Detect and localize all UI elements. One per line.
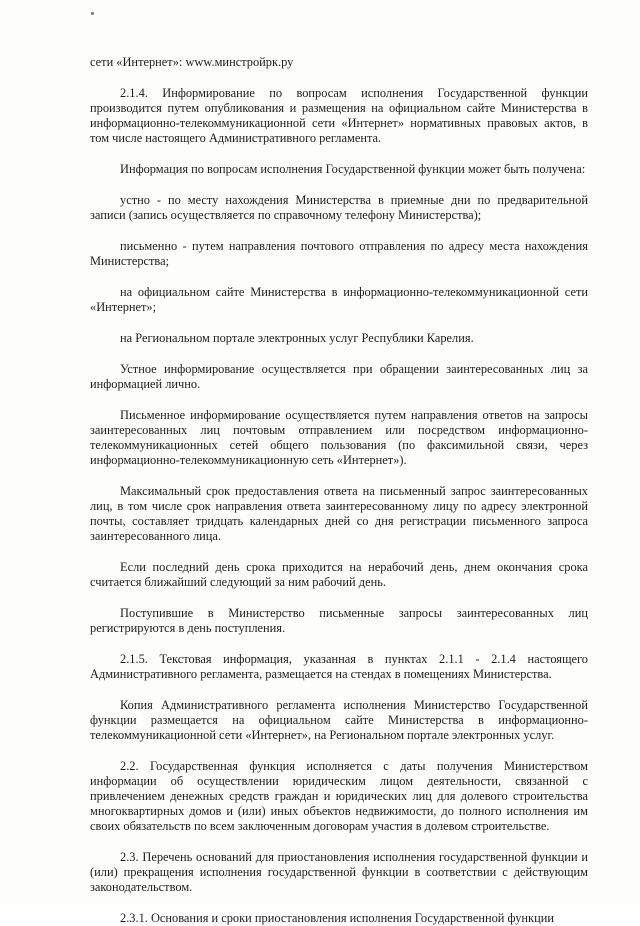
paragraph-2-3: 2.3. Перечень оснований для приостановления исполнения государственной функции и (или) прекращения исполнения государственной функции в соответствии с действующим законодательством. [90,850,588,894]
document-body [90,55,588,926]
paragraph-official-site: на официальном сайте Министерства в информационно-телекоммуникационной сети «Интернет»; [90,285,588,314]
paragraph-2-2: 2.2. Государственная функция исполняется с даты получения Министерством информации об осуществлении юридическим лицом деятельности, связанной с привлечением денежных средств граждан и юридических лиц для долевого строительства многоквартирных домов и (или) иных объектов недвижимости, до полного исполнения им своих обязательств по всем заключенным договорам участия в долевом строительстве. [90,759,588,833]
scan-dot [91,12,94,15]
paragraph-written-informing: Письменное информирование осуществляется путем направления ответов на запросы заинтересованных лиц почтовым отправлением или посредством информационно-телекоммуникационных сетей общего пользования (по факсимильной связи, через информационно-телекоммуникационную сеть «Интернет»). [90,408,588,467]
paragraph-max-term: Максимальный срок предоставления ответа на письменный запрос заинтересованных лиц, в том числе срок направления ответа заинтересованному лицу по адресу электронной почты, составляет тридцать календарных дней со дня регистрации письменного запроса заинтересованного лица. [90,484,588,543]
paragraph-2-1-4: 2.1.4. Информирование по вопросам исполнения Государственной функции производится путем опубликования и размещения на официальном сайте Министерства в информационно-телекоммуникационной сети «Интернет» нормативных правовых актов, в том числе настоящего Административного регламента. [90,86,588,145]
paragraph-oral: устно - по месту нахождения Министерства в приемные дни по предварительной записи (запись осуществляется по справочному телефону Министерства); [90,193,588,222]
paragraph-info-ways-intro: Информация по вопросам исполнения Государственной функции может быть получена: [120,162,586,176]
paragraph-non-working-day: Если последний день срока приходится на нерабочий день, днем окончания срока считается ближайший следующий за ним рабочий день. [90,560,588,589]
paragraph-written: письменно - путем направления почтового отправления по адресу места нахождения Министерства; [90,239,588,268]
paragraph-registration: Поступившие в Министерство письменные запросы заинтересованных лиц регистрируются в день поступления. [90,606,588,635]
paragraph-oral-informing: Устное информирование осуществляется при обращении заинтересованных лиц за информацией лично. [90,362,588,391]
paragraph-2-3-1: 2.3.1. Основания и сроки приостановления исполнения Государственной функции [120,911,554,925]
paragraph-regional-portal: на Региональном портале электронных услуг Республики Карелия. [120,331,474,345]
paragraph-website-continuation: сети «Интернет»: www.минстройрк.ру [90,55,294,69]
paragraph-2-1-5: 2.1.5. Текстовая информация, указанная в пунктах 2.1.1 - 2.1.4 настоящего Административного регламента, размещается на стендах в помещениях Министерства. [90,652,588,681]
paragraph-regulation-copy: Копия Административного регламента исполнения Министерство Государственной функции размещается на официальном сайте Министерства в информационно-телекоммуникационной сети «Интернет», на Региональном портале электронных услуг. [90,698,588,742]
